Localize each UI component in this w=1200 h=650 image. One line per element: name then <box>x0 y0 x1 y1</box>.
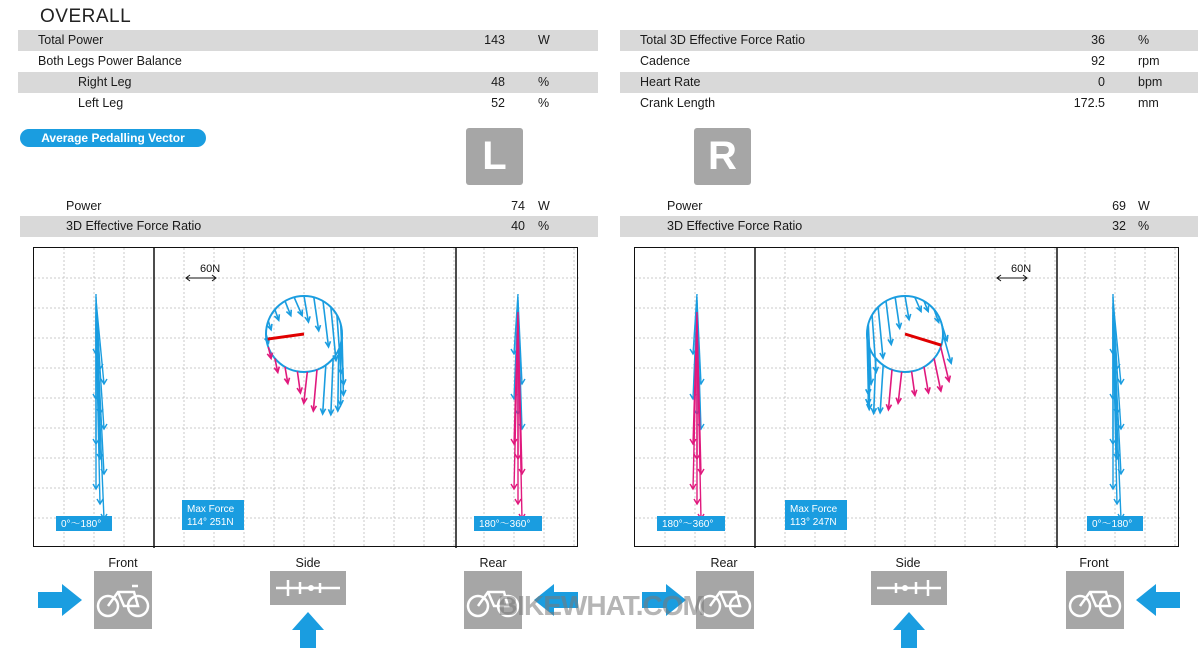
overall-right-label: Total 3D Effective Force Ratio <box>640 33 806 47</box>
bike-front-icon <box>1066 571 1124 629</box>
overall-right-value: 172.5 <box>1073 96 1105 110</box>
overall-right-label: Heart Rate <box>640 75 701 89</box>
right-power-value: 69 <box>1112 199 1126 213</box>
max-force-label: Max Force <box>790 504 838 515</box>
bike-front-icon <box>94 571 152 629</box>
force-vector <box>869 349 870 410</box>
overall-right-value: 0 <box>1098 75 1105 89</box>
arrow-up-icon <box>893 612 925 648</box>
left-power-value: 74 <box>511 199 525 213</box>
grid <box>635 248 1180 548</box>
overall-right-unit: mm <box>1138 96 1159 110</box>
range-tag-text: 180°～360° <box>662 519 714 530</box>
overall-right-value: 36 <box>1091 33 1105 47</box>
force-vector <box>878 307 883 358</box>
force-vector <box>323 365 326 414</box>
right-power-row <box>620 196 1198 217</box>
overall-right-label: Cadence <box>640 54 691 68</box>
right-ratio-unit: % <box>1138 219 1150 233</box>
force-vector <box>874 358 876 413</box>
arrow-right-icon <box>38 584 82 616</box>
side-vector-bundle <box>511 294 525 519</box>
left-ratio-label: 3D Effective Force Ratio <box>66 219 202 233</box>
arrow-left-icon <box>1136 584 1180 616</box>
range-tag-text: 180°～360° <box>479 519 531 530</box>
right-power-label: Power <box>667 199 703 213</box>
max-force-crank-line <box>905 334 941 345</box>
view-label-side-right: Side <box>895 556 921 570</box>
side-vector-bundle <box>1110 294 1124 519</box>
overall-right-row <box>620 30 1198 51</box>
left-ratio-row <box>20 216 598 237</box>
overall-left-unit: % <box>538 75 550 89</box>
arrow-up-icon <box>292 612 324 648</box>
left-vector-chart <box>33 247 578 547</box>
overall-left-row <box>18 72 598 93</box>
overall-left-label: Both Legs Power Balance <box>38 54 182 68</box>
right-ratio-value: 32 <box>1112 219 1126 233</box>
force-vector <box>880 365 883 413</box>
side-vector-bundle <box>93 294 107 519</box>
left-power-unit: W <box>538 199 550 213</box>
left-power-label: Power <box>66 199 102 213</box>
right-power-unit: W <box>1138 199 1150 213</box>
force-vector <box>331 307 336 360</box>
side-vector-bundle <box>690 294 704 519</box>
force-vector <box>342 334 343 395</box>
overall-left-value: 143 <box>484 33 505 47</box>
range-tag-text: 0°～180° <box>61 519 102 530</box>
view-label-side-left: Side <box>295 556 321 570</box>
overall-left-value: 48 <box>491 75 505 89</box>
right-ratio-row <box>620 216 1198 237</box>
left-leg-badge: L <box>466 128 523 185</box>
scale-label: 60N <box>200 263 221 275</box>
overall-left-row <box>18 30 598 51</box>
overall-right-row <box>620 72 1198 93</box>
average-pedalling-vector-label: Average Pedalling Vector <box>20 129 206 147</box>
force-vector <box>331 358 333 414</box>
overall-right-value: 92 <box>1091 54 1105 68</box>
max-force-value: 113° 247N <box>790 517 837 528</box>
view-label-front-right: Front <box>1079 556 1109 570</box>
overall-right-unit: bpm <box>1138 75 1163 89</box>
overall-left-unit: W <box>538 33 550 47</box>
overall-left-label: Left Leg <box>78 96 124 110</box>
right-ratio-label: 3D Effective Force Ratio <box>667 219 803 233</box>
overall-right-row <box>620 51 1198 72</box>
overall-left-label: Total Power <box>38 33 104 47</box>
scale-label: 60N <box>1011 263 1032 275</box>
bike-side-icon <box>871 571 947 605</box>
right-vector-chart <box>634 247 1179 547</box>
view-label-rear-left: Rear <box>479 556 507 570</box>
overall-left-row <box>18 93 598 114</box>
overall-left-row <box>18 51 598 72</box>
right-vector-svg <box>635 248 1180 548</box>
view-label-rear-right: Rear <box>710 556 738 570</box>
view-label-front-left: Front <box>108 556 138 570</box>
watermark-text: BIKEWHAT.COM <box>498 590 705 621</box>
right-leg-badge: R <box>694 128 751 185</box>
bike-side-icon <box>270 571 346 605</box>
max-force-value: 114° 251N <box>187 517 234 528</box>
overall-right-row <box>620 93 1198 114</box>
force-vector <box>338 349 339 411</box>
left-ratio-unit: % <box>538 219 550 233</box>
overall-right-label: Crank Length <box>640 96 716 110</box>
left-vector-svg <box>34 248 579 548</box>
max-force-label: Max Force <box>187 504 235 515</box>
page-title: OVERALL <box>40 6 132 27</box>
force-vector <box>888 370 892 410</box>
overall-right-unit: % <box>1138 33 1150 47</box>
overall-left-unit: % <box>538 96 550 110</box>
force-vector <box>313 370 317 411</box>
range-tag-text: 0°～180° <box>1092 519 1133 530</box>
overall-right-unit: rpm <box>1138 54 1160 68</box>
overall-left-value: 52 <box>491 96 505 110</box>
left-ratio-value: 40 <box>511 219 525 233</box>
left-power-row <box>20 196 598 217</box>
overall-left-label: Right Leg <box>78 75 132 89</box>
